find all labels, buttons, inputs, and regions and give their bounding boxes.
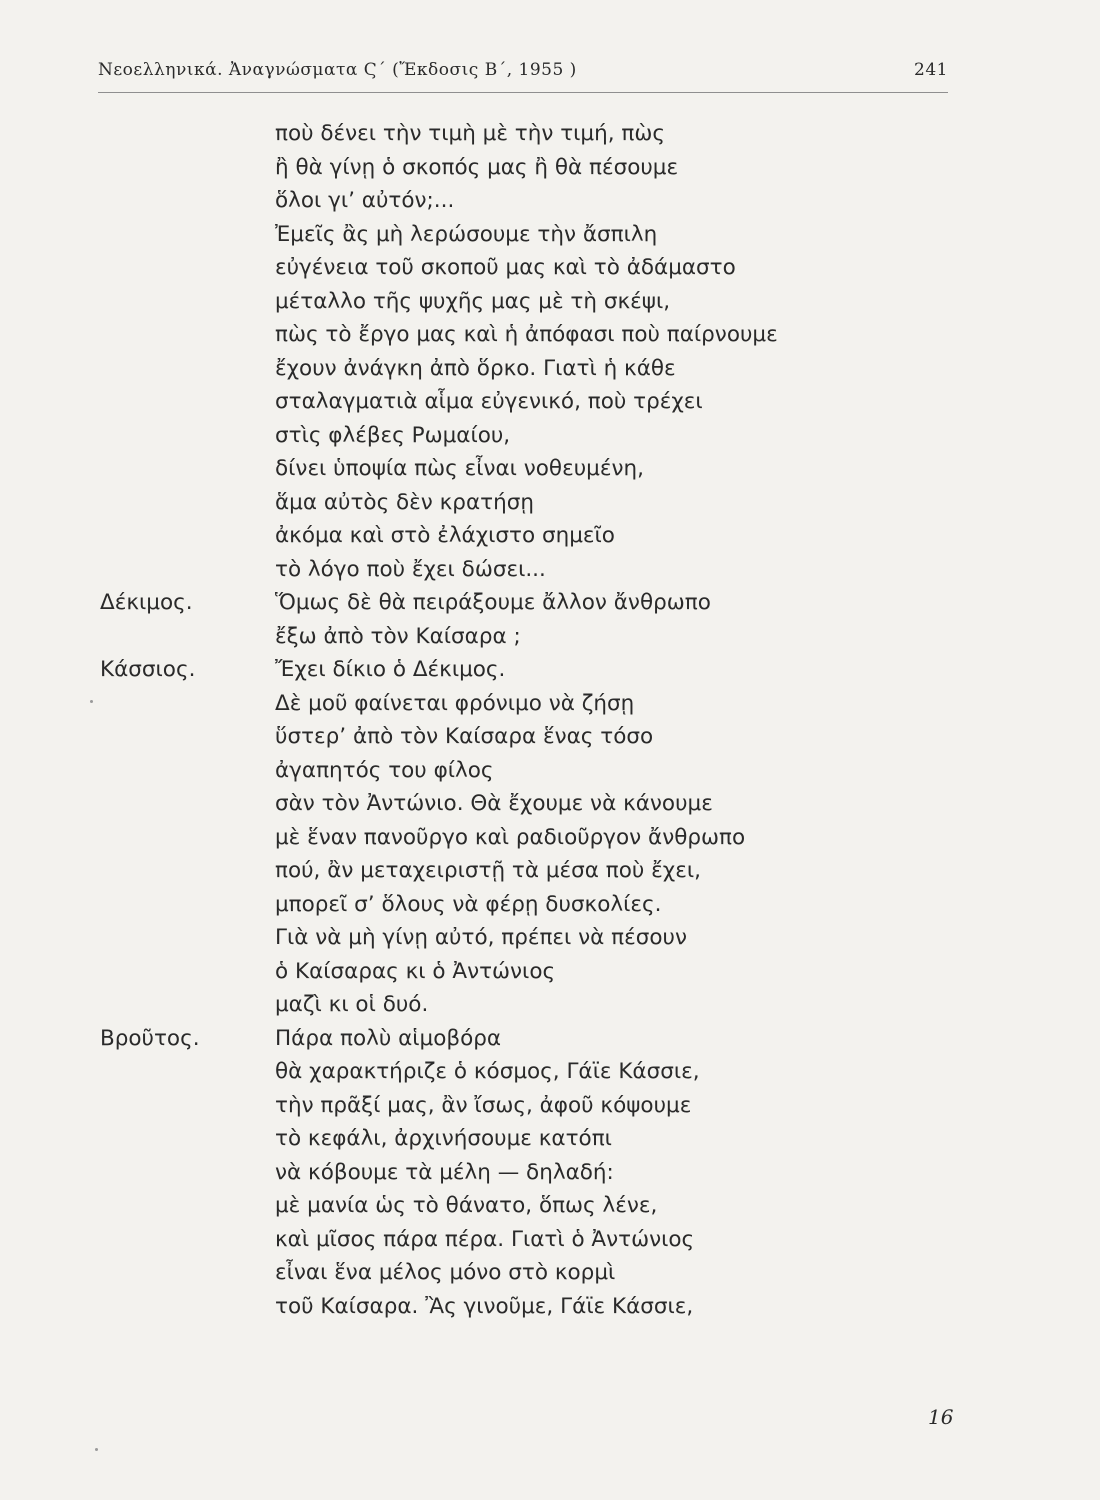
verse-line [100,117,920,151]
verse-line [100,921,920,955]
verse-text: ἀγαπητός του φίλος [275,757,494,783]
verse-line [100,620,920,654]
verse-text: ἢ θὰ γίνῃ ὁ σκοπός μας ἢ θὰ πέσουμε [275,154,679,180]
verse-line [100,151,920,185]
verse-line [100,653,920,687]
verse-text: μέταλλο τῆς ψυχῆς μας μὲ τὴ σκέψι, [275,288,671,314]
verse-text: ἔξω ἀπὸ τὸν Καίσαρα ; [275,623,521,649]
verse-text: Ἔχει δίκιο ὁ Δέκιμος. [275,657,506,682]
verse-line [100,553,920,587]
verse-line [100,486,920,520]
verse-line [100,318,920,352]
speaker-name: Κάσσιος. [100,657,196,682]
verse-line [100,218,920,252]
header-title: Νεοελληνικά. Ἀναγνώσματα Ϛ΄ (Ἔκδοσις Β΄, 1955 ) [98,60,577,80]
verse-text: τὸ κεφάλι, ἀρχινήσουμε κατόπι [275,1126,612,1151]
verse-text: μπορεῖ σ’ ὅλους νὰ φέρῃ δυσκολίες. [275,891,662,917]
verse-text: ὕστερ’ ἀπὸ τὸν Καίσαρα ἕνας τόσο [275,724,654,749]
verse-line [100,754,920,788]
header-divider [98,92,948,93]
verse-text: σὰν τὸν Ἀντώνιο. Θὰ ἔχουμε νὰ κάνουμε [275,791,713,816]
verse-text: ποὺ δένει τὴν τιμὴ μὲ τὴν τιμή, πὼς [275,121,665,146]
verse-text: μαζὶ κι οἱ δυό. [275,992,429,1017]
verse-text: νὰ κόβουμε τὰ μέλη — δηλαδή: [275,1159,614,1185]
verse-text: Ἐμεῖς ἂς μὴ λερώσουμε τὴν ἄσπιλη [275,221,658,247]
verse-line [100,955,920,989]
verse-text: Πάρα πολὺ αἱμοβόρα [275,1025,502,1051]
verse-line [100,1055,920,1089]
verse-line [100,352,920,386]
verse-line [100,988,920,1022]
verse-line [100,1290,920,1324]
verse-text: ἔχουν ἀνάγκη ἀπὸ ὅρκο. Γιατὶ ἡ κάθε [275,355,676,381]
verse-text: μὲ ἕναν πανοῦργο καὶ ραδιοῦργον ἄνθρωπο [275,824,746,850]
verse-text: τὴν πρᾶξί μας, ἂν ἴσως, ἀφοῦ κόψουμε [275,1092,692,1118]
verse-text: σταλαγματιὰ αἷμα εὐγενικό, ποὺ τρέχει [275,389,703,414]
verse-line [100,720,920,754]
verse-line [100,285,920,319]
verse-text: μὲ μανία ὡς τὸ θάνατο, ὅπως λένε, [275,1193,658,1218]
verse-body [100,117,920,1323]
verse-line [100,1223,920,1257]
verse-line [100,385,920,419]
verse-text: δίνει ὑποψία πὼς εἶναι νοθευμένη, [275,456,644,481]
verse-text: Γιὰ νὰ μὴ γίνῃ αὐτό, πρέπει νὰ πέσουν [275,925,687,950]
verse-line [100,854,920,888]
verse-text: Ὅμως δὲ θὰ πειράξουμε ἄλλον ἄνθρωπο [275,590,711,615]
speaker-name: Δέκιμος. [100,590,193,615]
verse-line [100,419,920,453]
verse-line [100,1156,920,1190]
verse-text: στὶς φλέβες Ρωμαίου, [275,422,511,448]
paper-speck [95,1448,98,1451]
verse-line [100,1189,920,1223]
verse-line [100,888,920,922]
verse-text: τοῦ Καίσαρα. Ἂς γινοῦμε, Γάϊε Κάσσιε, [275,1293,694,1319]
verse-text: θὰ χαρακτήριζε ὁ κόσμος, Γάϊε Κάσσιε, [275,1059,700,1084]
verse-line [100,184,920,218]
page-number: 241 [914,60,948,80]
verse-line [100,1256,920,1290]
verse-text: ὁ Καίσαρας κι ὁ Ἀντώνιος [275,958,556,984]
verse-line [100,519,920,553]
verse-line [100,787,920,821]
verse-line [100,586,920,620]
speaker-name: Βροῦτος. [100,1025,200,1051]
verse-line [100,452,920,486]
verse-text: ἅμα αὐτὸς δὲν κρατήσῃ [275,489,534,515]
verse-text: πού, ἂν μεταχειριστῇ τὰ μέσα ποὺ ἔχει, [275,858,701,883]
verse-line [100,1089,920,1123]
signature-mark: 16 [928,1405,954,1429]
running-header [98,60,948,86]
verse-text: τὸ λόγο ποὺ ἔχει δώσει... [275,556,546,582]
verse-line [100,1022,920,1056]
verse-text: καὶ μῖσος πάρα πέρα. Γιατὶ ὁ Ἀντώνιος [275,1226,695,1252]
verse-line [100,1122,920,1156]
verse-text: πὼς τὸ ἔργο μας καὶ ἡ ἀπόφασι ποὺ παίρνουμε [275,322,778,347]
verse-line [100,251,920,285]
paper-speck [90,700,93,703]
verse-text: ὅλοι γι’ αὐτόν;... [275,188,455,213]
verse-text: ἀκόμα καὶ στὸ ἐλάχιστο σημεῖο [275,523,615,548]
verse-text: εἶναι ἕνα μέλος μόνο στὸ κορμὶ [275,1260,616,1285]
verse-text: εὐγένεια τοῦ σκοποῦ μας καὶ τὸ ἀδάμαστο [275,255,736,280]
verse-line [100,821,920,855]
verse-text: Δὲ μοῦ φαίνεται φρόνιμο νὰ ζήσῃ [275,690,635,716]
verse-line [100,687,920,721]
